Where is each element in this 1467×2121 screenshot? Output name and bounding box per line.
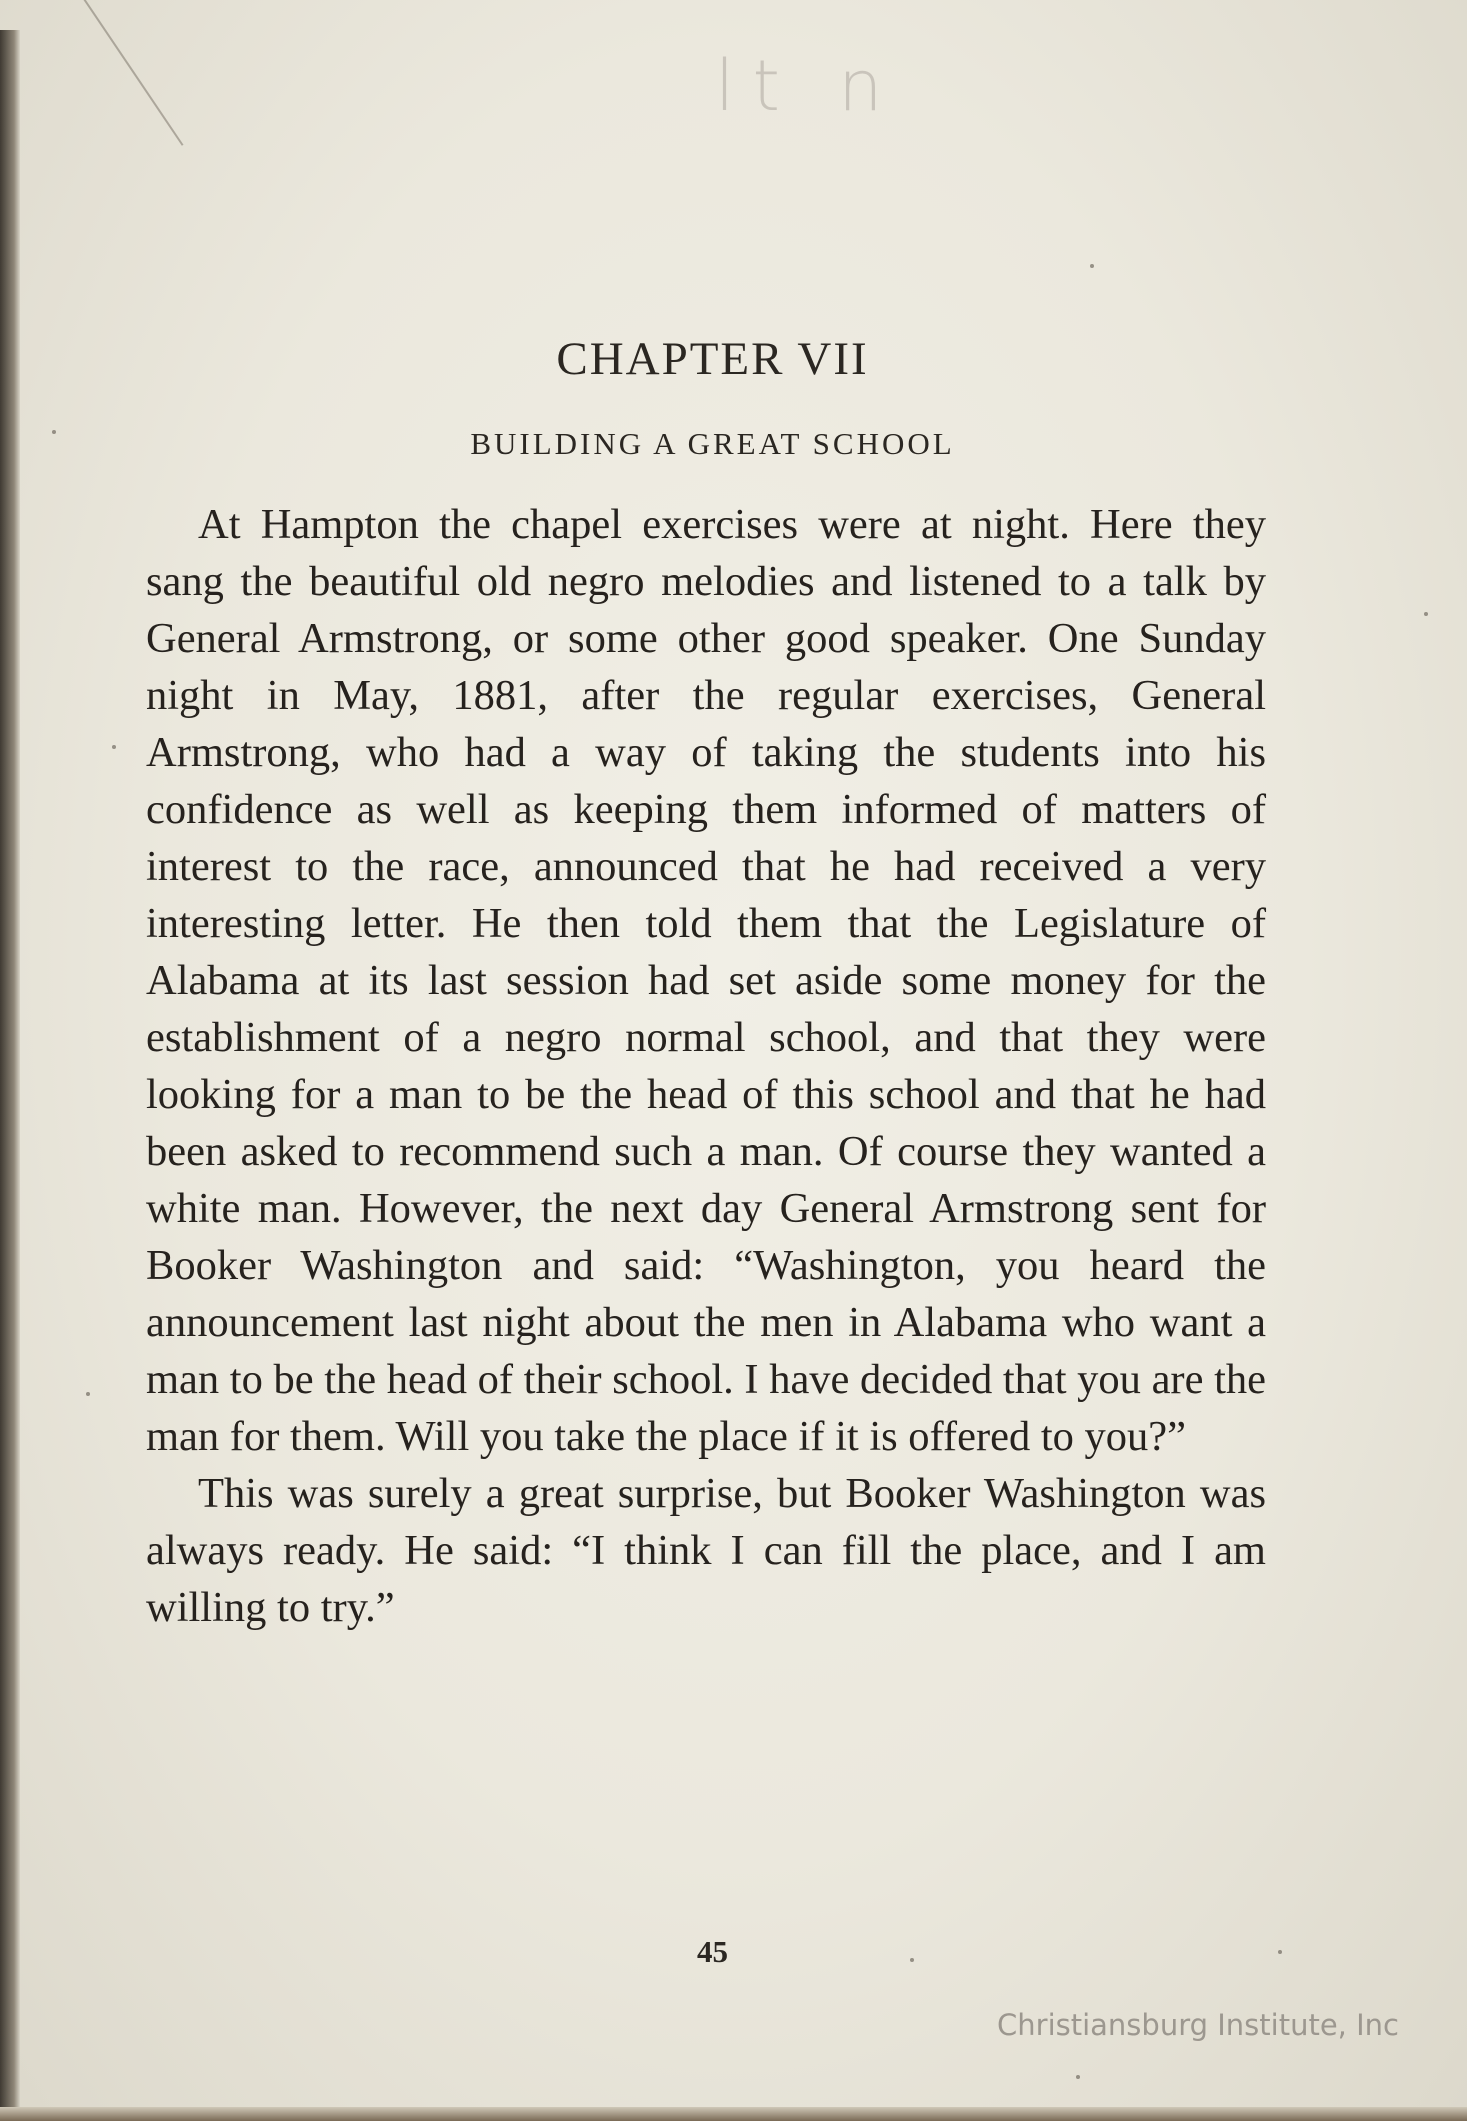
pencil-annotation: lt n bbox=[715, 45, 901, 127]
page-bottom-edge bbox=[0, 2107, 1467, 2121]
paper-speck bbox=[112, 745, 116, 749]
paragraph-1: At Hampton the chapel exercises were at night. Here they sang the beautiful old negro melodies and listened to a talk by General Armstrong, or some other good speaker. One Sunday night in May, 1881, after the regular exercises, General Armstrong, who had a way of taking the students into his confidence as well as keeping them informed of matters of interest to the race, announced that he had received a very interesting letter. He then told them that the Legislature of Alabama at its last session had set aside some money for the establishment of a negro normal school, and that they were looking for a man to be the head of this school and that he had been asked to recommend such a man. Of course they wanted a white man. However, the next day General Armstrong sent for Booker Washington and said: “Washington, you heard the announcement last night about the men in Alabama who want a man to be the head of their school. I have decided that you are the man for them. Will you take the place if it is offered to you?” bbox=[146, 501, 1266, 1460]
watermark-text: Christiansburg Institute, Inc bbox=[997, 2008, 1399, 2042]
chapter-body bbox=[146, 496, 1266, 1636]
paragraph-2: This was surely a great surprise, but Booker Washington was always ready. He said: “I think I can fill the place, and I am willing to try.” bbox=[146, 1470, 1266, 1631]
page-crease bbox=[70, 0, 183, 146]
page-number: 45 bbox=[697, 1934, 728, 1969]
paper-speck bbox=[1278, 1950, 1282, 1954]
paper-speck bbox=[52, 430, 56, 434]
paper-speck bbox=[1424, 612, 1428, 616]
paper-speck bbox=[86, 1392, 90, 1396]
chapter-subtitle: BUILDING A GREAT SCHOOL bbox=[470, 426, 955, 461]
paper-speck bbox=[1090, 264, 1094, 268]
paper-speck bbox=[1076, 2075, 1080, 2079]
paper-speck bbox=[910, 1958, 914, 1962]
chapter-title: CHAPTER VII bbox=[556, 333, 869, 385]
